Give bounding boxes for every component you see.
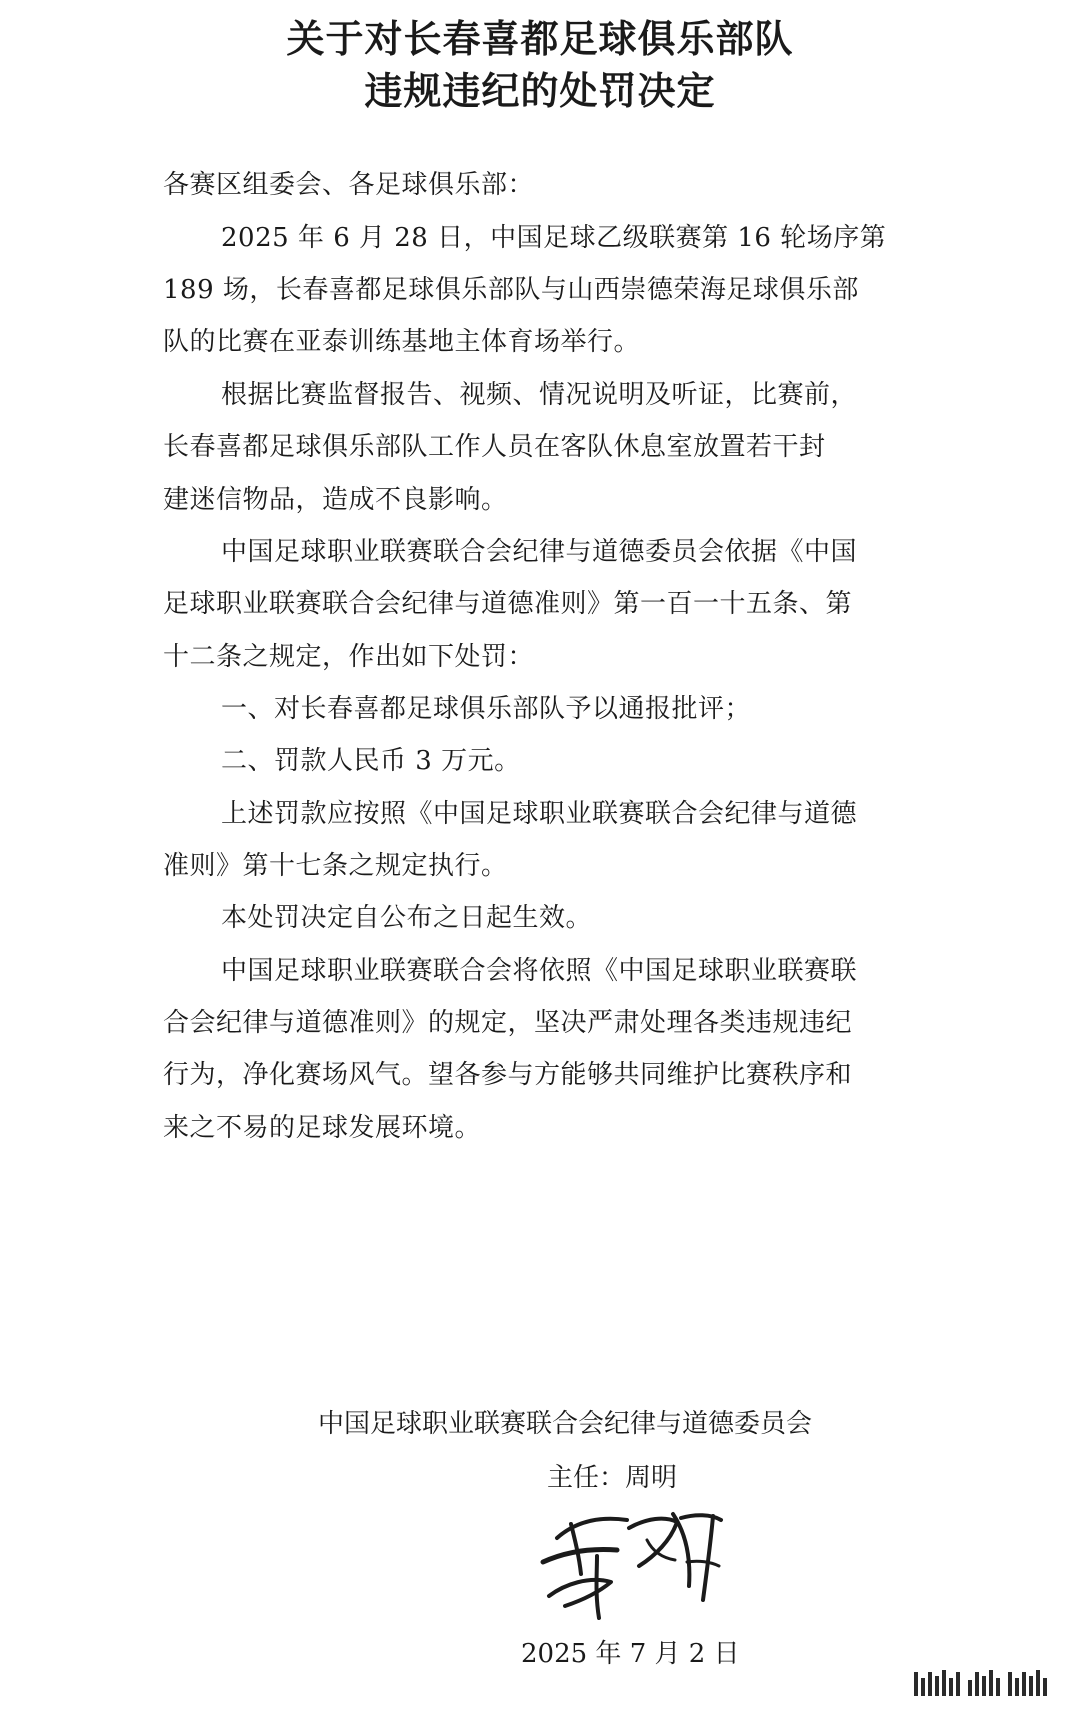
body-line: 根据比赛监督报告、视频、情况说明及听证，比赛前， bbox=[221, 380, 858, 410]
body-line: 2025 年 6 月 28 日，中国足球乙级联赛第 16 轮场序第 bbox=[221, 223, 887, 253]
penalty-item: 一、对长春喜都足球俱乐部队予以通报批评； bbox=[221, 694, 752, 724]
document-title-line-1: 关于对长春喜都足球俱乐部队 bbox=[286, 16, 794, 61]
body-line: 足球职业联赛联合会纪律与道德准则》第一百一十五条、第 bbox=[163, 589, 853, 619]
body-line: 中国足球职业联赛联合会将依照《中国足球职业联赛联 bbox=[221, 956, 858, 986]
document-date: 2025 年 7 月 2 日 bbox=[521, 1639, 740, 1669]
body-line: 189 场，长春喜都足球俱乐部队与山西崇德荣海足球俱乐部 bbox=[163, 275, 859, 305]
body-line: 合会纪律与道德准则》的规定，坚决严肃处理各类违规违纪 bbox=[163, 1008, 853, 1038]
salutation: 各赛区组委会、各足球俱乐部： bbox=[163, 170, 535, 200]
body-line: 中国足球职业联赛联合会纪律与道德委员会依据《中国 bbox=[221, 537, 858, 567]
body-line: 队的比赛在亚泰训练基地主体育场举行。 bbox=[163, 327, 641, 357]
body-line: 行为，净化赛场风气。望各参与方能够共同维护比赛秩序和 bbox=[163, 1060, 853, 1090]
body-line: 来之不易的足球发展环境。 bbox=[163, 1113, 482, 1143]
signatory-organization: 中国足球职业联赛联合会纪律与道德委员会 bbox=[318, 1409, 813, 1439]
signatory-title: 主任：周明 bbox=[547, 1463, 678, 1493]
handwritten-signature bbox=[535, 1500, 735, 1628]
document-title-line-2: 违规违纪的处罚决定 bbox=[364, 68, 716, 113]
watermark-icon bbox=[912, 1666, 1052, 1700]
body-line: 上述罚款应按照《中国足球职业联赛联合会纪律与道德 bbox=[221, 799, 858, 829]
body-line: 本处罚决定自公布之日起生效。 bbox=[221, 903, 593, 933]
body-line: 准则》第十七条之规定执行。 bbox=[163, 851, 508, 881]
penalty-item: 二、罚款人民币 3 万元。 bbox=[221, 746, 521, 776]
body-line: 建迷信物品，造成不良影响。 bbox=[163, 485, 508, 515]
body-line: 长春喜都足球俱乐部队工作人员在客队休息室放置若干封 bbox=[163, 432, 826, 462]
body-line: 十二条之规定，作出如下处罚： bbox=[163, 642, 535, 672]
